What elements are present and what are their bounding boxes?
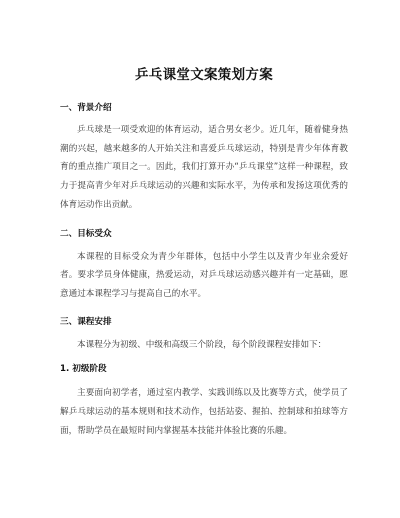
subsection-heading-beginner: 1. 初级阶段 [60, 364, 107, 375]
section-heading-schedule: 三、课程安排 [60, 316, 112, 327]
section-heading-background: 一、背景介绍 [60, 103, 112, 113]
section-heading-audience: 二、目标受众 [60, 228, 112, 239]
document-title: 乒乓课堂文案策划方案 [135, 67, 273, 83]
section-paragraph-schedule: 本课程分为初级、中级和高级三个阶段，每个阶段课程安排如下： [77, 339, 327, 350]
subsection-paragraph-beginner: 主要面向初学者，通过室内教学、实践训练以及比赛等方式，使学员了解乒乓球运动的基本规则和技术动作，包括站姿、握拍、控制球和拍球等方面，帮助学员在最短时间内掌握基本技能并体验比赛的乐趣。 [60, 388, 348, 436]
section-paragraph-audience: 本课程的目标受众为青少年群体，包括中小学生以及青少年业余爱好者。要求学员身体健康，热爱运动，对乒乓球运动感兴趣并有一定基础，愿意通过本课程学习与提高自己的水平。 [60, 251, 348, 299]
section-paragraph-background: 乒乓球是一项受欢迎的体育运动，适合男女老少。近几年，随着健身热潮的兴起，越来越多的人开始关注和喜爱乒乓球运动，特别是青少年体育教育的重点推广项目之一。因此，我们打算开办“乒乓课堂”这样一种课程，致力于提高青少年对乒乓球运动的兴趣和实际水平，为传承和发扬这项优秀的体育运动作出贡献。 [60, 125, 348, 210]
